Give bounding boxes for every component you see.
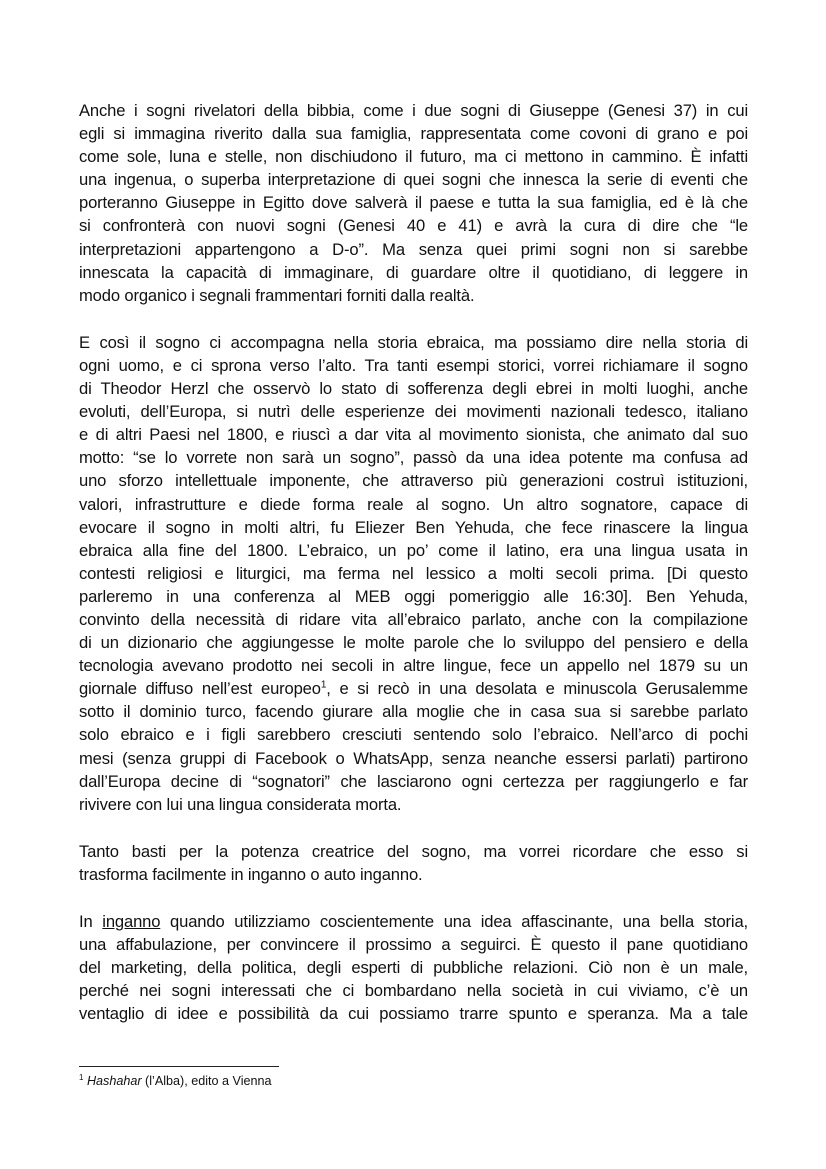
- paragraph-3: [79, 840, 748, 886]
- text-line: egli si immagina riverito dalla sua famiglia, rappresentata come covoni di grano e poi: [79, 124, 748, 144]
- text-line: di un dizionario che aggiungesse le molte parole che lo sviluppo del pensiero e della: [79, 633, 748, 653]
- text-line: una affabulazione, per convincere il prossimo a seguirci. È questo il pane quotidiano: [79, 935, 748, 955]
- text-line: Tanto basti per la potenza creatrice del sogno, ma vorrei ricordare che esso si: [79, 841, 748, 861]
- text-line: rivivere con lui una lingua considerata morta.: [79, 794, 402, 814]
- text-line: valori, infrastrutture e diede forma reale al sogno. Un altro sognatore, capace di: [79, 494, 748, 514]
- text-line: Anche i sogni rivelatori della bibbia, come i due sogni di Giuseppe (Genesi 37) in cui: [79, 101, 748, 120]
- text-line: e di altri Paesi nel 1800, e riuscì a dar vita al movimento sionista, che animato dal suo: [79, 425, 748, 445]
- footnote-title: Hashahar: [86, 1074, 142, 1088]
- text-line: innescata la capacità di immaginare, di guardare oltre il quotidiano, di leggere in: [79, 262, 748, 282]
- text-line: come sole, luna e stelle, non dischiudono il futuro, ma ci mettono in cammino. È infatti: [79, 147, 748, 167]
- text-line: solo ebraico e i figli sarebbero cresciuti sentendo solo l’ebraico. Nell’arco di pochi: [79, 725, 748, 745]
- footnote-reference[interactable]: 1: [320, 679, 327, 691]
- text-line: mesi (senza gruppi di Facebook o WhatsApp, senza neanche essersi parlati) partirono: [79, 748, 748, 768]
- text-line: parleremo in una conferenza al MEB oggi pomeriggio alle 16:30]. Ben Yehuda,: [79, 586, 748, 606]
- text-line: si confronterà con nuovi sogni (Genesi 40 e 41) e avrà la cura di dire che “le: [79, 216, 748, 236]
- text-line: evoluti, dell’Europa, si nutrì delle esperienze dei movimenti nazionali tedesco, italiano: [79, 402, 748, 422]
- text-line: perché nei sogni interessati che ci bombardano nella società in cui viviamo, c’è un: [79, 981, 748, 1001]
- text-line: uno sforzo intellettuale imponente, che attraverso più generazioni costruì istituzioni,: [79, 471, 748, 491]
- text-line: di Theodor Herzl che osservò lo stato di sofferenza degli ebrei in molti luoghi, anche: [79, 379, 748, 399]
- text-line: motto: “se lo vorrete non sarà un sogno”, passò da una idea potente ma confusa ad: [79, 448, 748, 468]
- text-segment: quando utilizziamo coscientemente una idea affascinante, una bella storia,: [160, 912, 748, 931]
- footnote-separator: [79, 1066, 279, 1067]
- text-line: ogni uomo, e ci sprona verso l’alto. Tra tanti esempi storici, vorrei richiamare il sogno: [79, 355, 748, 375]
- text-line: trasforma facilmente in inganno o auto inganno.: [79, 864, 423, 884]
- text-line: interpretazioni appartengono a D-o”. Ma senza quei primi sogni non si sarebbe: [79, 239, 748, 259]
- footnote-number: 1: [79, 1072, 84, 1082]
- text-line: contesti religiosi e liturgici, ma ferma nel lessico a molti secoli prima. [Di questo: [79, 563, 748, 583]
- text-line: E così il sogno ci accompagna nella storia ebraica, ma possiamo dire nella storia di: [79, 332, 748, 352]
- document-body: [79, 99, 748, 1049]
- text-line: tecnologia avevano prodotto nei secoli in altre lingue, fece un appello nel 1879 su un: [79, 656, 748, 676]
- text-line: modo organico i segnali frammentari forniti dalla realtà.: [79, 285, 475, 305]
- text-line: ventaglio di idee e possibilità da cui possiamo trarre spunto e speranza. Ma a tale: [79, 1004, 748, 1024]
- text-segment: , e si recò in una desolata e minuscola Gerusalemme: [326, 679, 748, 699]
- text-line: porteranno Giuseppe in Egitto dove salverà il paese e tutta la sua famiglia, ed è là che: [79, 193, 748, 213]
- text-line: ebraica alla fine del 1800. L’ebraico, un po’ come il latino, era una lingua usata in: [79, 540, 748, 560]
- text-line: evocare il sogno in molti altri, fu Eliezer Ben Yehuda, che fece rinascere la lingua: [79, 517, 748, 537]
- text-segment: In: [79, 912, 103, 931]
- footnote-text: (l’Alba), edito a Vienna: [141, 1074, 272, 1088]
- footnote: [79, 1073, 272, 1089]
- paragraph-4: [79, 910, 748, 1025]
- text-segment: giornale diffuso nell’est europeo: [79, 679, 321, 699]
- text-line: convinto della necessità di ridare vita all’ebraico parlato, anche con la compilazione: [79, 609, 748, 629]
- text-line: dall’Europa decine di “sognatori” che lasciarono ogni certezza per raggiungerlo e far: [79, 771, 748, 791]
- text-line: una ingenua, o superba interpretazione di quei sogni che innesca la serie di eventi che: [79, 170, 748, 190]
- text-line: [79, 677, 748, 700]
- paragraph-1: [79, 99, 748, 307]
- underlined-term: inganno: [102, 912, 161, 931]
- text-line: del marketing, della politica, degli esperti di pubbliche relazioni. Ciò non è un male,: [79, 958, 748, 978]
- paragraph-2: [79, 331, 748, 816]
- text-line: [79, 910, 748, 933]
- text-line: sotto il dominio turco, facendo giurare alla moglie che in casa sua si sarebbe parlato: [79, 702, 748, 722]
